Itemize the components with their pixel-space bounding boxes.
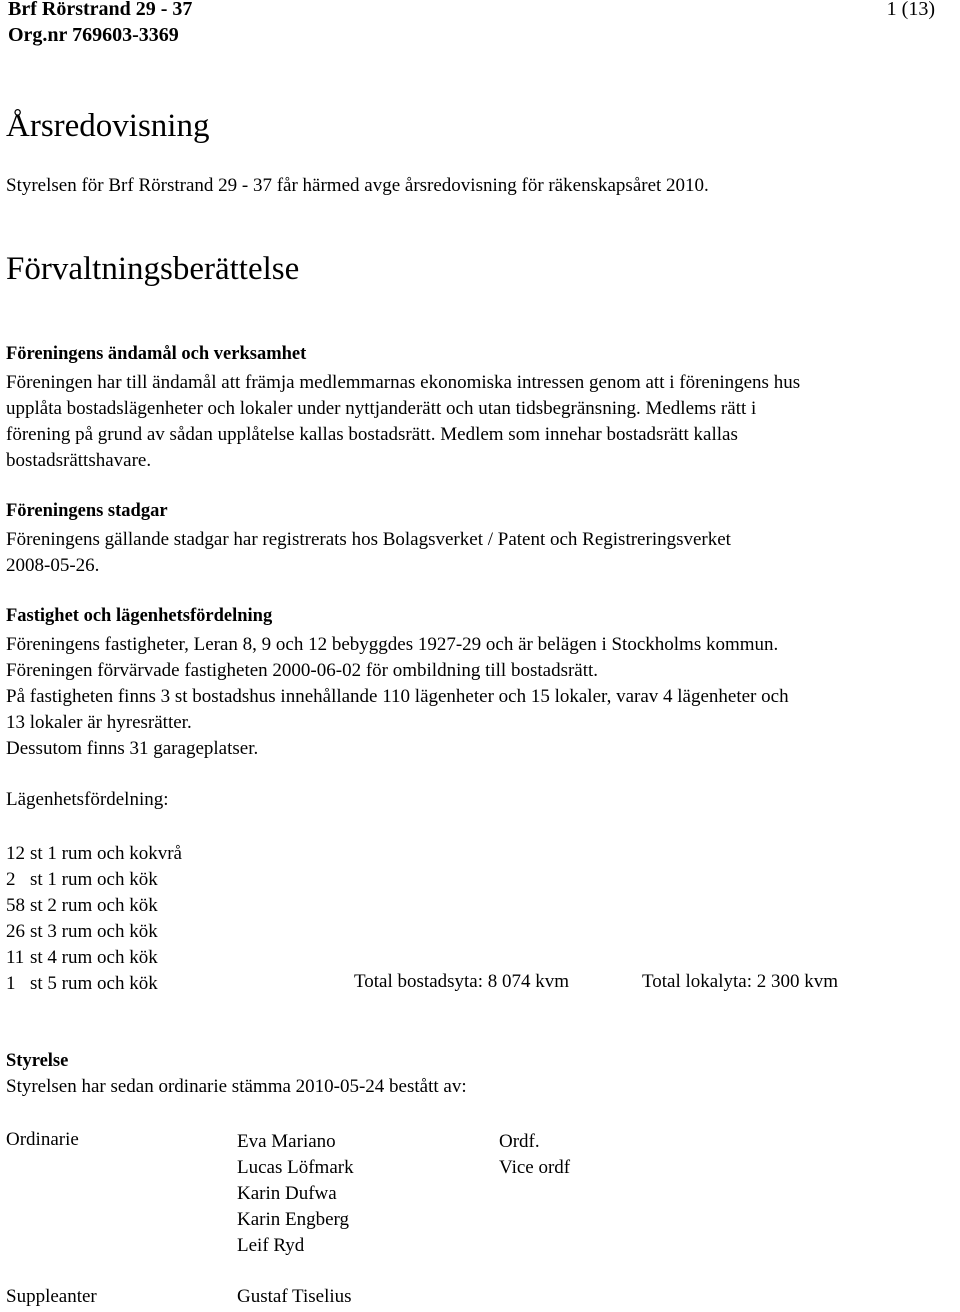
list-item <box>6 919 182 945</box>
intro-text: Styrelsen för Brf Rörstrand 29 - 37 får härmed avge årsredovisning för räkenskapsåret 2010. <box>6 175 709 196</box>
member-name: Leif Ryd <box>237 1235 305 1256</box>
text-line: bostadsrättshavare. <box>6 450 152 471</box>
apartment-type: st 4 rum och kök <box>30 947 158 968</box>
apartment-type: st 2 rum och kök <box>30 895 158 916</box>
list-item <box>6 841 182 867</box>
member-name: Eva Mariano <box>237 1131 336 1152</box>
apartment-count: 11 <box>6 947 25 968</box>
apartment-count: 1 <box>6 973 16 994</box>
board-intro: Styrelsen har sedan ordinarie stämma 2010-05-24 bestått av: <box>6 1076 467 1097</box>
list-item <box>6 945 182 971</box>
text-line: Föreningens gällande stadgar har registrerats hos Bolagsverket / Patent och Registreringsverket <box>6 529 731 550</box>
member-role: Vice ordf <box>499 1157 571 1178</box>
ordinary-label: Ordinarie <box>6 1129 79 1150</box>
deputy-label: Suppleanter <box>6 1286 97 1307</box>
property-text <box>6 632 789 762</box>
list-item <box>6 867 182 893</box>
statutes-heading: Föreningens stadgar <box>6 501 168 521</box>
apartment-count: 2 <box>6 869 16 890</box>
apartment-type: st 5 rum och kök <box>30 973 158 994</box>
deputy-name: Gustaf Tiselius <box>237 1286 352 1307</box>
page-number: 1 (13) <box>886 0 935 20</box>
text-line: Föreningen har till ändamål att främja medlemmarnas ekonomiska intressen genom att i föreningens hus <box>6 372 801 393</box>
apartment-count: 58 <box>6 895 25 916</box>
text-line: upplåta bostadslägenheter och lokaler under nyttjanderätt och utan tidsbegränsning. Medlems rätt i <box>6 398 757 419</box>
board-roles <box>499 1129 570 1181</box>
report-heading: Förvaltningsberättelse <box>6 251 300 287</box>
member-role: Ordf. <box>499 1131 540 1152</box>
total-commercial-area: Total lokalyta: 2 300 kvm <box>642 971 839 992</box>
board-heading: Styrelse <box>6 1051 69 1071</box>
document-title: Årsredovisning <box>6 108 210 144</box>
statutes-text <box>6 527 731 579</box>
org-name: Brf Rörstrand 29 - 37 <box>8 0 193 20</box>
text-line: På fastigheten finns 3 st bostadshus innehållande 110 lägenheter och 15 lokaler, varav 4 lägenheter och <box>6 686 789 707</box>
total-residential-area: Total bostadsyta: 8 074 kvm <box>354 971 570 992</box>
purpose-text <box>6 370 800 474</box>
apartment-type: st 3 rum och kök <box>30 921 158 942</box>
apartment-count: 12 <box>6 843 25 864</box>
member-name: Karin Dufwa <box>237 1183 337 1204</box>
text-line: Föreningens fastigheter, Leran 8, 9 och 12 bebyggdes 1927-29 och är belägen i Stockholms kommun. <box>6 634 779 655</box>
text-line: 2008-05-26. <box>6 555 100 576</box>
text-line: Föreningen förvärvade fastigheten 2000-06-02 för ombildning till bostadsrätt. <box>6 660 599 681</box>
text-line: Dessutom finns 31 garageplatser. <box>6 738 259 759</box>
list-item <box>6 893 182 919</box>
text-line: förening på grund av sådan upplåtelse kallas bostadsrätt. Medlem som innehar bostadsrätt kallas <box>6 424 738 445</box>
apartment-count: 26 <box>6 921 25 942</box>
property-heading: Fastighet och lägenhetsfördelning <box>6 606 273 626</box>
org-number: Org.nr 769603-3369 <box>8 24 179 46</box>
list-item <box>6 971 182 997</box>
board-members <box>237 1129 354 1259</box>
apartment-type: st 1 rum och kök <box>30 869 158 890</box>
text-line: 13 lokaler är hyresrätter. <box>6 712 192 733</box>
apartment-type: st 1 rum och kokvrå <box>30 843 182 864</box>
distribution-list <box>6 841 182 997</box>
member-name: Karin Engberg <box>237 1209 350 1230</box>
distribution-label: Lägenhetsfördelning: <box>6 789 169 810</box>
purpose-heading: Föreningens ändamål och verksamhet <box>6 344 307 364</box>
member-name: Lucas Löfmark <box>237 1157 354 1178</box>
